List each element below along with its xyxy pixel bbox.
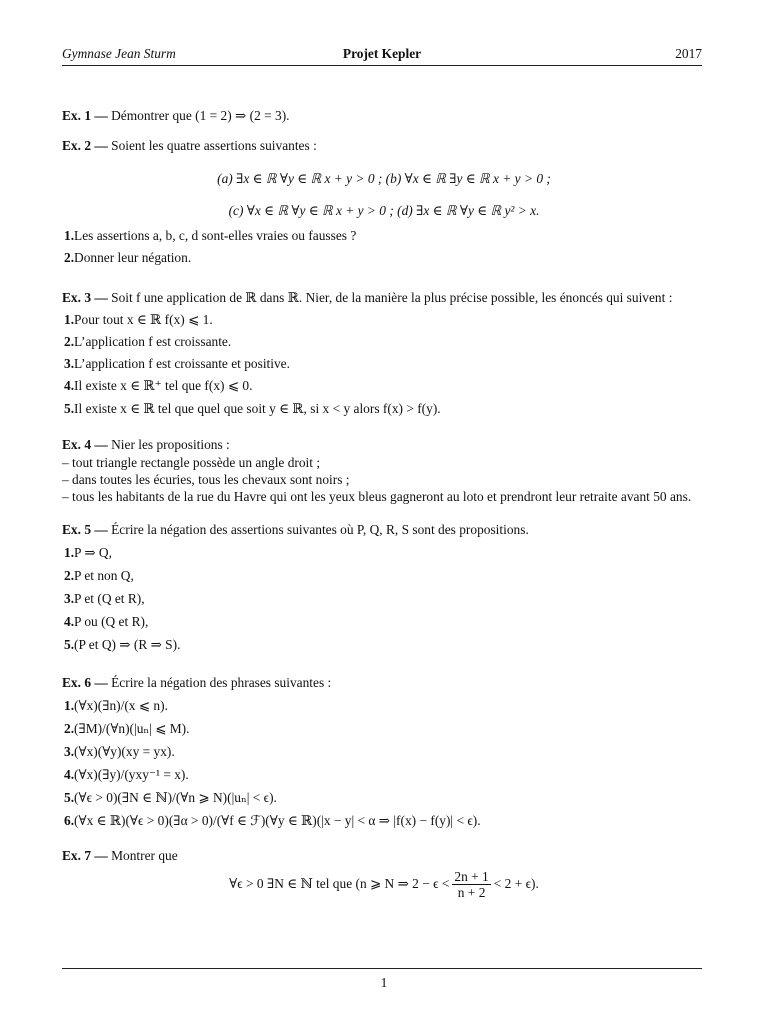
list-item <box>64 744 175 760</box>
item-text: L’application f est croissante. <box>74 334 232 349</box>
item-number: 1. <box>64 312 75 327</box>
list-item: – tout triangle rectangle possède un angle droit ; <box>62 455 321 470</box>
ex1 <box>62 108 290 124</box>
ex6 <box>62 675 331 691</box>
list-item <box>64 312 213 328</box>
item-text: (∀x ∈ ℝ)(∀ϵ > 0)(∃α > 0)/(∀f ∈ ℱ)(∀y ∈ ℝ)(|x − y| < α ⇒ |f(x) − f(y)| < ϵ). <box>74 813 481 828</box>
item-number: 4. <box>64 767 75 782</box>
list-item <box>64 545 112 561</box>
ex2-intro: Soient les quatre assertions suivantes : <box>111 138 317 153</box>
item-number: 5. <box>64 790 75 805</box>
ex2-assertions-cd: (c) ∀x ∈ ℝ ∀y ∈ ℝ x + y > 0 ; (d) ∃x ∈ ℝ ∀y ∈ ℝ y² > x. <box>228 203 540 218</box>
header-title: Projet Kepler <box>342 46 422 61</box>
ex5-label: Ex. 5 — <box>62 522 108 537</box>
item-text: P et (Q et R), <box>74 591 145 606</box>
ex3-label: Ex. 3 — <box>62 290 108 305</box>
item-text: Donner leur négation. <box>74 250 192 265</box>
item-number: 3. <box>64 591 75 606</box>
fraction-denominator: n + 2 <box>457 885 486 901</box>
item-text: P ⇒ Q, <box>74 545 112 560</box>
ex4 <box>62 437 230 453</box>
item-number: 1. <box>64 545 75 560</box>
ex6-label: Ex. 6 — <box>62 675 108 690</box>
ex2-assertions-ab: (a) ∃x ∈ ℝ ∀y ∈ ℝ x + y > 0 ; (b) ∀x ∈ ℝ ∃y ∈ ℝ x + y > 0 ; <box>217 171 551 186</box>
list-item <box>64 637 180 653</box>
item-text: Les assertions a, b, c, d sont-elles vraies ou fausses ? <box>74 228 357 243</box>
list-item <box>64 568 134 584</box>
item-number: 3. <box>64 356 75 371</box>
list-item <box>64 250 191 266</box>
ex7-intro: Montrer que <box>111 848 178 863</box>
item-text: (∀x)(∃y)/(yxy⁻¹ = x). <box>74 767 189 782</box>
list-item <box>64 401 441 417</box>
item-text: P et non Q, <box>74 568 134 583</box>
ex2 <box>62 138 317 154</box>
ex1-text: Démontrer que (1 = 2) ⇒ (2 = 3). <box>111 108 290 123</box>
formula-right: < 2 + ϵ). <box>493 876 539 891</box>
list-item <box>64 334 231 350</box>
item-number: 5. <box>64 637 75 652</box>
item-number: 4. <box>64 614 75 629</box>
item-text: Il existe x ∈ ℝ tel que quel que soit y ∈ ℝ, si x < y alors f(x) > f(y). <box>74 401 441 416</box>
list-item <box>64 378 252 394</box>
item-text: (∀x)(∀y)(xy = yx). <box>74 744 175 759</box>
item-number: 2. <box>64 721 75 736</box>
item-number: 4. <box>64 378 75 393</box>
item-number: 6. <box>64 813 75 828</box>
item-text: L’application f est croissante et positive. <box>74 356 290 371</box>
fraction-numerator: 2n + 1 <box>454 869 489 885</box>
list-item <box>64 614 148 630</box>
formula-left: ∀ϵ > 0 ∃N ∈ ℕ tel que (n ⩾ N ⇒ 2 − ϵ < <box>229 876 450 891</box>
item-number: 2. <box>64 334 75 349</box>
item-number: 5. <box>64 401 75 416</box>
item-text: (∃M)/(∀n)(|uₙ| ⩽ M). <box>74 721 190 736</box>
item-number: 1. <box>64 698 75 713</box>
list-item <box>64 813 481 829</box>
ex2-label: Ex. 2 — <box>62 138 108 153</box>
list-item <box>64 790 277 806</box>
item-text: Il existe x ∈ ℝ⁺ tel que f(x) ⩽ 0. <box>74 378 253 393</box>
page-number: 1 <box>380 975 388 990</box>
item-text: (∀ϵ > 0)(∃N ∈ ℕ)/(∀n ⩾ N)(|uₙ| < ϵ). <box>74 790 277 805</box>
item-text: (P et Q) ⇒ (R ⇒ S). <box>74 637 181 652</box>
header-rule <box>62 65 702 66</box>
list-item: – tous les habitants de la rue du Havre qui ont les yeux bleus gagneront au loto et prendront leur retraite avant 50 ans. <box>62 489 692 504</box>
list-item <box>64 591 145 607</box>
item-number: 2. <box>64 568 75 583</box>
page-header <box>62 46 702 64</box>
item-number: 1. <box>64 228 75 243</box>
list-item <box>64 767 189 783</box>
ex6-intro: Écrire la négation des phrases suivantes : <box>111 675 332 690</box>
ex1-label: Ex. 1 — <box>62 108 108 123</box>
ex7-formula <box>0 868 768 900</box>
list-item <box>64 228 356 244</box>
list-item: – dans toutes les écuries, tous les chevaux sont noirs ; <box>62 472 350 487</box>
ex7-label: Ex. 7 — <box>62 848 108 863</box>
ex3-intro: Soit f une application de ℝ dans ℝ. Nier, de la manière la plus précise possible, les énoncés qui suivent : <box>111 290 673 305</box>
list-item <box>64 698 168 714</box>
ex4-intro: Nier les propositions : <box>111 437 230 452</box>
item-number: 3. <box>64 744 75 759</box>
item-text: (∀x)(∃n)/(x ⩽ n). <box>74 698 168 713</box>
list-item <box>64 721 190 737</box>
list-item <box>64 356 290 372</box>
ex5-intro: Écrire la négation des assertions suivantes où P, Q, R, S sont des propositions. <box>111 522 529 537</box>
header-school: Gymnase Jean Sturm <box>62 46 176 61</box>
ex5 <box>62 522 529 538</box>
ex7 <box>62 848 178 864</box>
item-number: 2. <box>64 250 75 265</box>
ex4-label: Ex. 4 — <box>62 437 108 452</box>
fraction <box>452 869 490 900</box>
header-year: 2017 <box>675 46 702 61</box>
ex3 <box>62 290 672 306</box>
item-text: Pour tout x ∈ ℝ f(x) ⩽ 1. <box>74 312 213 327</box>
footer-rule <box>62 968 702 969</box>
item-text: P ou (Q et R), <box>74 614 149 629</box>
